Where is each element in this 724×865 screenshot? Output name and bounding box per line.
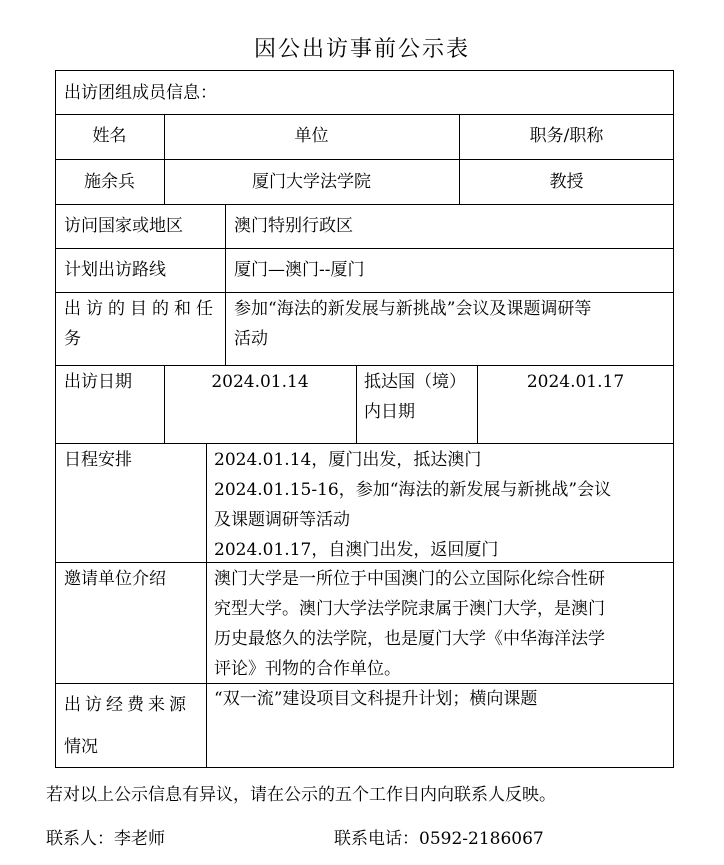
purpose-value-cont: 活动 xyxy=(234,329,268,349)
schedule-line: 及课题调研等活动 xyxy=(214,510,350,530)
route-label: 计划出访路线 xyxy=(64,260,166,280)
schedule-line: 2024.01.15-16，参加“海法的新发展与新挑战”会议 xyxy=(214,480,612,500)
inviter-label: 邀请单位介绍 xyxy=(64,569,166,589)
route-value: 厦门—澳门--厦门 xyxy=(234,260,365,280)
schedule-line: 2024.01.14，厦门出发，抵达澳门 xyxy=(214,450,482,470)
header-unit: 单位 xyxy=(294,126,329,146)
row-divider xyxy=(55,114,674,115)
inviter-line: 究型大学。澳门大学法学院隶属于澳门大学，是澳门 xyxy=(214,599,605,619)
funding-label-cont: 情况 xyxy=(64,737,98,757)
depart-date-label: 出访日期 xyxy=(64,372,132,392)
arrive-date-value: 2024.01.17 xyxy=(526,372,625,392)
objection-notice: 若对以上公示信息有异议，请在公示的五个工作日内向联系人反映。 xyxy=(46,785,556,805)
member-position: 教授 xyxy=(549,172,584,192)
country-label: 访问国家或地区 xyxy=(64,216,183,236)
member-unit: 厦门大学法学院 xyxy=(252,172,371,192)
purpose-label: 出访的目的和任 xyxy=(64,299,218,319)
page-title: 因公出访事前公示表 xyxy=(253,37,470,62)
funding-label: 出访经费来源 xyxy=(64,695,190,715)
arrive-date-label-cont: 内日期 xyxy=(364,402,415,422)
column-divider xyxy=(206,443,207,768)
members-section-label: 出访团组成员信息： xyxy=(64,83,217,103)
purpose-value: 参加“海法的新发展与新挑战”会议及课题调研等 xyxy=(234,299,592,319)
row-divider xyxy=(55,204,674,205)
inviter-line: 评论》刊物的合作单位。 xyxy=(214,659,401,679)
column-divider xyxy=(356,365,357,443)
country-value: 澳门特别行政区 xyxy=(234,216,353,236)
row-divider xyxy=(55,365,674,366)
schedule-line: 2024.01.17，自澳门出发，返回厦门 xyxy=(214,540,499,560)
column-divider xyxy=(225,204,226,365)
row-divider xyxy=(55,292,674,293)
arrive-date-label: 抵达国（境） xyxy=(364,372,466,392)
row-divider xyxy=(55,443,674,444)
inviter-line: 澳门大学是一所位于中国澳门的公立国际化综合性研 xyxy=(214,569,605,589)
inviter-line: 历史最悠久的法学院，也是厦门大学《中华海洋法学 xyxy=(214,629,605,649)
header-name: 姓名 xyxy=(92,126,127,146)
funding-value: “双一流”建设项目文科提升计划；横向课题 xyxy=(214,689,538,709)
member-name: 施余兵 xyxy=(84,172,135,192)
purpose-label-cont: 务 xyxy=(64,329,81,349)
header-position: 职务/职称 xyxy=(529,126,604,146)
contact-phone: 联系电话：0592-2186067 xyxy=(334,829,544,849)
depart-date-value: 2024.01.14 xyxy=(211,372,309,392)
contact-person: 联系人：李老师 xyxy=(46,829,165,849)
schedule-label: 日程安排 xyxy=(64,450,132,470)
row-divider xyxy=(55,159,674,160)
row-divider xyxy=(55,248,674,249)
